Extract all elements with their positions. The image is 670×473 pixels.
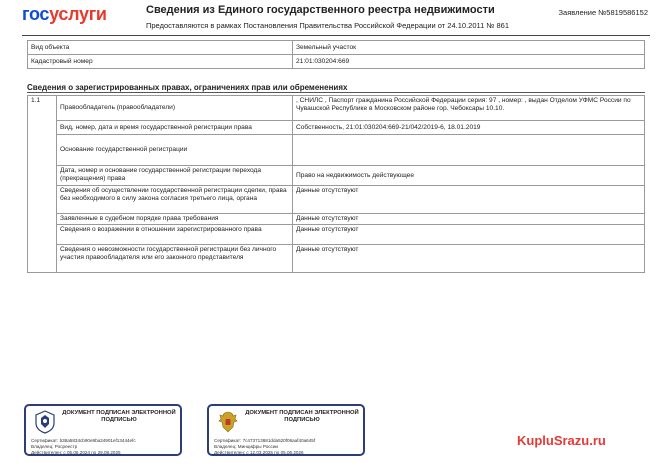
coat-of-arms-icon <box>215 409 241 435</box>
logo-part-gos: гос <box>22 4 50 24</box>
rights-table <box>27 95 645 273</box>
registration-value: Собственность, 21:01:030204:669-21/042/2019-6, 18.01.2019 <box>293 121 645 135</box>
logo-part-uslugi: услуги <box>49 4 107 24</box>
table-row <box>28 245 645 273</box>
signature-stamp-rosreestr <box>24 404 182 456</box>
header-divider <box>22 35 650 36</box>
rosreestr-emblem-icon <box>32 409 58 435</box>
table-row <box>28 41 645 55</box>
table-row <box>28 55 645 69</box>
objection-value: Данные отсутствуют <box>293 225 645 245</box>
document-subtitle: Предоставляются в рамках Постановления Правительства Российской Федерации от 24.10.2011 № 861 <box>146 21 510 30</box>
personal-participation-value: Данные отсутствуют <box>293 245 645 273</box>
table-row <box>28 225 645 245</box>
site-watermark: KupluSrazu.ru <box>517 433 606 448</box>
signature-heading: ДОКУМЕНТ ПОДПИСАН ЭЛЕКТРОННОЙ ПОДПИСЬЮ <box>245 410 359 423</box>
signature-certificate: Сертификат: 7c473713681dda520f06aaf40a645f <box>214 438 316 443</box>
transfer-value: Право на недвижимость действующее <box>293 166 645 186</box>
signature-owner: Владелец: Росреестр <box>31 444 78 449</box>
right-holder-value: , СНИЛС , Паспорт гражданина Российской Федерации серия: 97 , номер: , выдан Отделом УФМС России по Чувашской Республике в Московском районе гор. Чебоксары 10.10. <box>293 96 645 121</box>
object-type-value: Земельный участок <box>293 41 645 55</box>
registration-basis-label: Основание государственной регистрации <box>57 135 293 166</box>
object-type-label: Вид объекта <box>28 41 293 55</box>
transfer-label: Дата, номер и основание государственной регистрации перехода (прекращения) права <box>57 166 293 186</box>
table-row <box>28 96 645 121</box>
rights-entry-number: 1.1 <box>28 96 57 273</box>
document-header <box>0 0 670 38</box>
table-row <box>28 214 645 225</box>
table-row <box>28 135 645 166</box>
signature-certificate: Сертификат: b38a5834cb90e8ba34901ef13444efc <box>31 438 136 443</box>
personal-participation-label: Сведения о невозможности государственной регистрации без личного участия правообладателя или его законного представителя <box>57 245 293 273</box>
transaction-label: Сведения об осуществлении государственной регистрации сделки, права без необходимого в силу закона согласия третьего лица, органа <box>57 186 293 214</box>
signature-validity: Действителен: с 12.03.2025 по 05.06.2026 <box>214 450 304 455</box>
claims-label: Заявленные в судебном порядке права требования <box>57 214 293 225</box>
claims-value: Данные отсутствуют <box>293 214 645 225</box>
rights-section-title: Сведения о зарегистрированных правах, ограничениях прав или обременениях <box>27 83 348 92</box>
object-table <box>27 40 645 69</box>
cadastral-number-value: 21:01:030204:669 <box>293 55 645 69</box>
signature-heading: ДОКУМЕНТ ПОДПИСАН ЭЛЕКТРОННОЙ ПОДПИСЬЮ <box>62 410 176 423</box>
table-row <box>28 121 645 135</box>
registration-basis-value <box>293 135 645 166</box>
signature-validity: Действителен: с 05.06.2024 по 29.08.2025 <box>31 450 121 455</box>
cadastral-number-label: Кадастровый номер <box>28 55 293 69</box>
transaction-value: Данные отсутствуют <box>293 186 645 214</box>
section-divider <box>27 92 645 93</box>
objection-label: Сведения о возражении в отношении зарегистрированного права <box>57 225 293 245</box>
gosuslugi-logo <box>22 4 107 25</box>
table-row <box>28 186 645 214</box>
application-number: Заявление №5819586152 <box>558 8 648 17</box>
signature-owner: Владелец: Минцифры России <box>214 444 278 449</box>
registration-label: Вид, номер, дата и время государственной регистрации права <box>57 121 293 135</box>
document-title: Сведения из Единого государственного реестра недвижимости <box>146 4 495 16</box>
table-row <box>28 166 645 186</box>
right-holder-label: Правообладатель (правообладатели) <box>57 96 293 121</box>
signature-stamp-mintsifry <box>207 404 365 456</box>
